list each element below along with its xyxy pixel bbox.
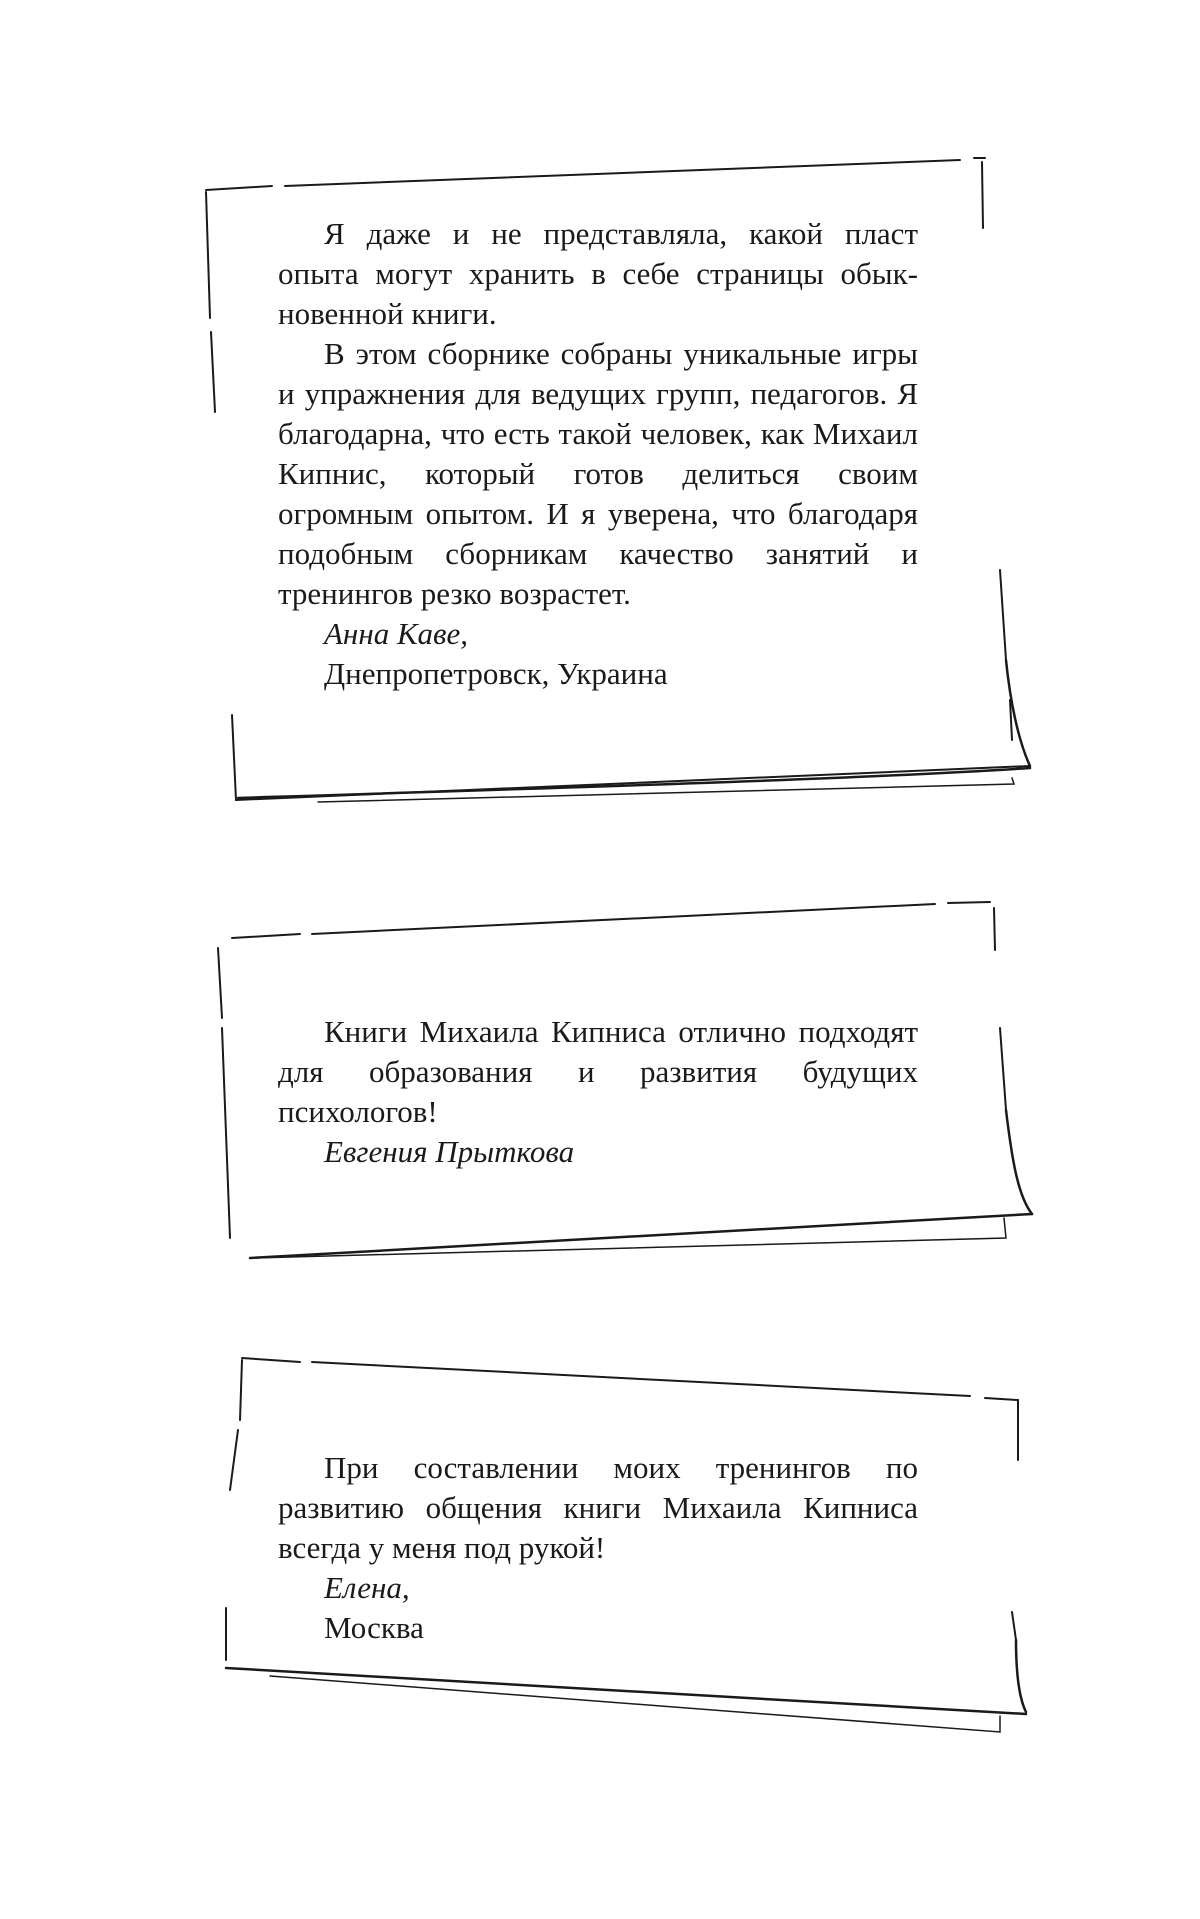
testimonial-2-paragraph-1: Книги Михаила Кипниса отлично подходят для образования и развития будущих психологов! [278,1014,918,1129]
testimonial-2 [278,1012,918,1172]
testimonial-3-place: Москва [324,1610,424,1645]
testimonial-3 [278,1448,918,1648]
testimonial-1-paragraph-2: В этом сборнике собраны уникальные игры и упражнения для ведущих групп, педагогов. Я благодарна, что есть такой человек, как Михаил Кипнис, который готов делиться своим огромным опытом. И я уверена, что благодаря подобным сборникам качество занятий и тренингов резко возрастет. [278,336,918,611]
testimonial-2-author: Евгения Прыткова [324,1134,575,1169]
testimonial-1 [278,214,918,694]
testimonial-1-author: Анна Каве, [324,616,468,651]
testimonial-3-author: Елена, [324,1570,410,1605]
testimonial-1-paragraph-1: Я даже и не представляла, какой пласт опыта могут хранить в себе страницы обыкновенной книги. [278,216,918,331]
testimonial-3-paragraph-1: При составлении моих тренингов по развитию общения книги Михаила Кипниса всегда у меня под рукой! [278,1450,918,1565]
testimonial-1-place: Днепропетровск, Украина [324,656,668,691]
